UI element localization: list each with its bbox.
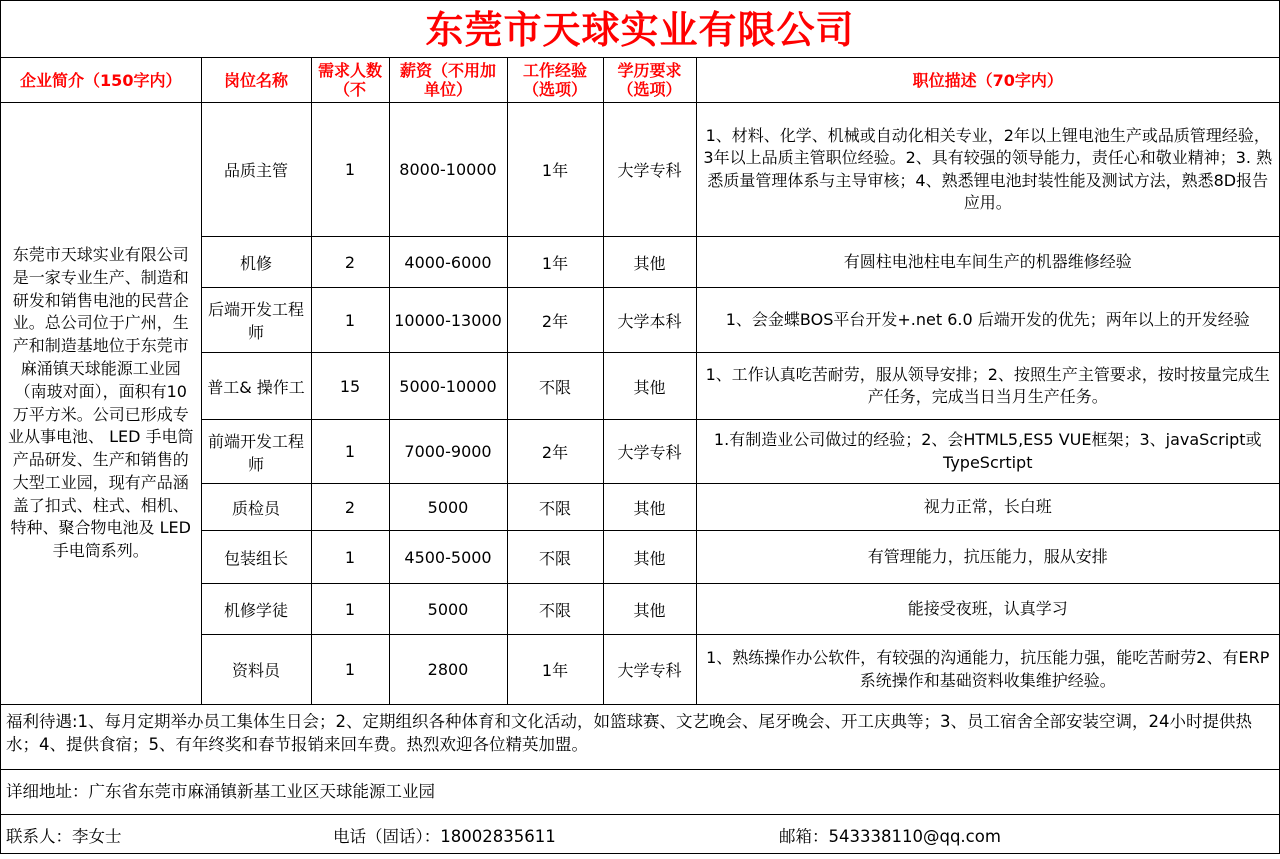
contact-row bbox=[1, 815, 1279, 859]
header-position: 岗位名称 bbox=[201, 58, 311, 103]
job-salary-cell: 5000 bbox=[389, 484, 507, 531]
job-description-cell: 1、材料、化学、机械或自动化相关专业，2年以上锂电池生产或品质管理经验，3年以上品质主管职位经验。2、具有较强的领导能力，责任心和敬业精神；3. 熟悉质量管理体系与主导审核；4、熟悉锂电池封装性能及测试方法，熟悉8D报告应用。 bbox=[696, 103, 1279, 237]
header-row bbox=[1, 58, 1279, 103]
job-count-cell: 1 bbox=[311, 103, 389, 237]
job-salary-cell: 5000-10000 bbox=[389, 353, 507, 420]
job-education-cell: 其他 bbox=[603, 353, 696, 420]
job-position-cell: 品质主管 bbox=[201, 103, 311, 237]
company-intro: 东莞市天球实业有限公司是一家专业生产、制造和研发和销售电池的民营企业。总公司位于广州，生产和制造基地位于东莞市麻涌镇天球能源工业园（南玻对面），面积有10 万平方米。公司已形成专业从事电池、 LED 手电筒产品研发、生产和销售的大型工业园，现有产品涵盖了扣式、柱式、相机、特种、聚合物电池及 LED 手电筒系列。 bbox=[1, 103, 201, 705]
benefits-text: 福利待遇:1、每月定期举办员工集体生日会；2、定期组织各种体育和文化活动，如篮球赛、文艺晚会、尾牙晚会、开工庆典等；3、员工宿舍全部安装空调，24小时提供热水；4、提供食宿；5、有年终奖和春节报销来回车费。热烈欢迎各位精英加盟。 bbox=[1, 705, 1279, 770]
job-salary-cell: 4000-6000 bbox=[389, 237, 507, 288]
job-count-cell: 1 bbox=[311, 584, 389, 635]
job-experience-cell: 2年 bbox=[507, 420, 603, 484]
job-count-cell: 1 bbox=[311, 288, 389, 353]
job-table bbox=[1, 58, 1279, 705]
header-description: 职位描述（70字内） bbox=[696, 58, 1279, 103]
job-education-cell: 其他 bbox=[603, 484, 696, 531]
job-salary-cell: 10000-13000 bbox=[389, 288, 507, 353]
job-experience-cell: 1年 bbox=[507, 635, 603, 705]
contact-email[interactable]: 邮箱：543338110@qq.com bbox=[779, 827, 1001, 846]
job-position-cell: 机修学徒 bbox=[201, 584, 311, 635]
job-description-cell: 1.有制造业公司做过的经验；2、会HTML5,ES5 VUE框架；3、javaScript或TypeScrtipt bbox=[696, 420, 1279, 484]
job-position-cell: 普工& 操作工 bbox=[201, 353, 311, 420]
job-education-cell: 其他 bbox=[603, 584, 696, 635]
job-salary-cell: 5000 bbox=[389, 584, 507, 635]
job-count-cell: 2 bbox=[311, 237, 389, 288]
job-salary-cell: 8000-10000 bbox=[389, 103, 507, 237]
job-position-cell: 后端开发工程师 bbox=[201, 288, 311, 353]
job-description-cell: 有管理能力，抗压能力，服从安排 bbox=[696, 531, 1279, 584]
job-education-cell: 其他 bbox=[603, 237, 696, 288]
contact-phone: 电话（固话）：18002835611 bbox=[333, 827, 556, 846]
job-description-cell: 1、工作认真吃苦耐劳，服从领导安排；2、按照生产主管要求，按时按量完成生产任务，完成当日当月生产任务。 bbox=[696, 353, 1279, 420]
footer bbox=[1, 705, 1279, 859]
company-title: 东莞市天球实业有限公司 bbox=[1, 1, 1279, 58]
job-education-cell: 其他 bbox=[603, 531, 696, 584]
job-position-cell: 资料员 bbox=[201, 635, 311, 705]
job-count-cell: 1 bbox=[311, 420, 389, 484]
job-experience-cell: 2年 bbox=[507, 288, 603, 353]
table-row bbox=[1, 103, 1279, 237]
job-description-cell: 能接受夜班，认真学习 bbox=[696, 584, 1279, 635]
header-education: 学历要求（选项） bbox=[603, 58, 696, 103]
job-count-cell: 15 bbox=[311, 353, 389, 420]
job-salary-cell: 4500-5000 bbox=[389, 531, 507, 584]
job-experience-cell: 不限 bbox=[507, 531, 603, 584]
header-salary: 薪资（不用加单位） bbox=[389, 58, 507, 103]
job-position-cell: 质检员 bbox=[201, 484, 311, 531]
job-position-cell: 包装组长 bbox=[201, 531, 311, 584]
job-education-cell: 大学专科 bbox=[603, 420, 696, 484]
job-count-cell: 2 bbox=[311, 484, 389, 531]
job-salary-cell: 2800 bbox=[389, 635, 507, 705]
job-experience-cell: 1年 bbox=[507, 237, 603, 288]
job-description-cell: 1、会金蝶BOS平台开发+.net 6.0 后端开发的优先；两年以上的开发经验 bbox=[696, 288, 1279, 353]
job-experience-cell: 不限 bbox=[507, 584, 603, 635]
job-education-cell: 大学专科 bbox=[603, 103, 696, 237]
contact-person: 联系人：李女士 bbox=[6, 827, 122, 846]
job-count-cell: 1 bbox=[311, 531, 389, 584]
header-count: 需求人数（不 bbox=[311, 58, 389, 103]
job-description-cell: 视力正常，长白班 bbox=[696, 484, 1279, 531]
job-rows bbox=[1, 103, 1279, 705]
job-position-cell: 前端开发工程师 bbox=[201, 420, 311, 484]
job-position-cell: 机修 bbox=[201, 237, 311, 288]
job-description-cell: 1、熟练操作办公软件，有较强的沟通能力，抗压能力强，能吃苦耐劳2、有ERP系统操作和基础资料收集维护经验。 bbox=[696, 635, 1279, 705]
job-salary-cell: 7000-9000 bbox=[389, 420, 507, 484]
job-description-cell: 有圆柱电池柱电车间生产的机器维修经验 bbox=[696, 237, 1279, 288]
header-intro: 企业简介（150字内） bbox=[1, 58, 201, 103]
header-experience: 工作经验（选项） bbox=[507, 58, 603, 103]
job-count-cell: 1 bbox=[311, 635, 389, 705]
address-text: 详细地址：广东省东莞市麻涌镇新基工业区天球能源工业园 bbox=[1, 770, 1279, 815]
job-education-cell: 大学本科 bbox=[603, 288, 696, 353]
job-experience-cell: 1年 bbox=[507, 103, 603, 237]
job-education-cell: 大学专科 bbox=[603, 635, 696, 705]
job-experience-cell: 不限 bbox=[507, 484, 603, 531]
job-experience-cell: 不限 bbox=[507, 353, 603, 420]
